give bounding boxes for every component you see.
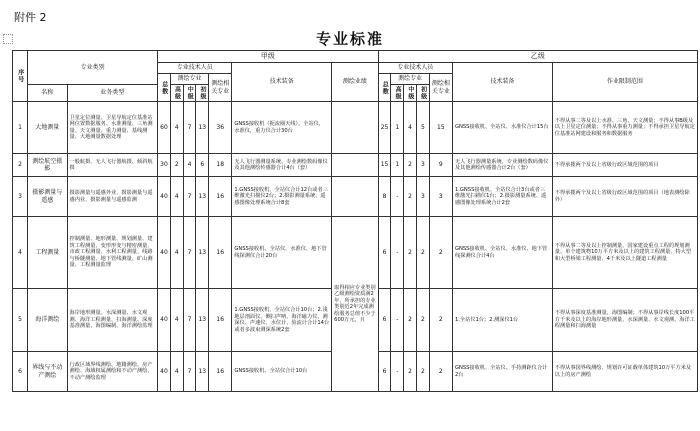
row-a-middle: 7 <box>183 102 196 154</box>
b-related-header: 测绘相关专业 <box>429 74 452 102</box>
attachment-label: 附件 2 <box>14 11 47 24</box>
row-a-equipment: 无人飞行器测量系统、专业测绘数码像仪及其他测绘传感器合计4台（套） <box>232 154 332 177</box>
row-a-related: 16 <box>209 352 232 392</box>
achievement-cell: 取得相应专业类别乙级测绘资质满2年，所承担的专业类别近2年完成测绘服务总值不少于600万元，且 <box>332 217 379 392</box>
row-achievement <box>332 177 379 217</box>
table-row <box>13 177 698 217</box>
row-a-total: 40 <box>158 289 171 352</box>
row-a-related: 18 <box>209 154 232 177</box>
row-name: 工程测量 <box>28 217 67 289</box>
row-b-equipment: 1.全站仪1台；2.测深仪1台 <box>452 289 552 352</box>
achievement-header: 测绘业绩 <box>332 63 379 102</box>
row-seq: 3 <box>13 177 28 217</box>
row-b-middle: 2 <box>404 352 417 392</box>
row-b-middle: 2 <box>404 154 417 177</box>
row-a-senior: 4 <box>170 217 183 289</box>
row-b-total: 6 <box>378 289 391 352</box>
row-b-total: 8 <box>378 177 391 217</box>
row-business: 一般航摄、无人飞行器航摄、倾斜航摄 <box>67 154 158 177</box>
row-a-middle: 7 <box>183 289 196 352</box>
row-seq: 1 <box>13 102 28 154</box>
row-a-junior: 13 <box>196 102 209 154</box>
b-senior-header: 高级 <box>391 85 404 102</box>
row-b-middle: 2 <box>404 177 417 217</box>
row-b-senior: - <box>391 217 404 289</box>
row-b-equipment: 无人飞行器测量系统、专业测绘数码像仪及其他测绘传感器合计2台（套） <box>452 154 552 177</box>
row-b-total: 15 <box>378 154 391 177</box>
row-business: 行政区域界线测绘、地籍测绘、房产测绘、海域权属测绘和不动产测绘、不动产测绘监理 <box>67 352 158 392</box>
row-b-middle: 2 <box>404 289 417 352</box>
row-a-total: 30 <box>158 154 171 177</box>
page-title: 专业标准 <box>315 30 384 48</box>
row-a-equipment: GNSS接收机、全站仪、水准仪、地下管线探测仪合计20台 <box>232 217 332 289</box>
col-name-header: 名称 <box>28 85 67 102</box>
row-b-junior: 5 <box>416 102 429 154</box>
row-a-related: 16 <box>209 177 232 217</box>
row-b-scope: 不得从事二等及以上水准、三角、天文测量；不得从事B级及以上卫星定位测量；不得从事重力测量；不得承担卫星导航定位基准站网建设和服务和数据服务 <box>552 102 697 154</box>
row-a-total: 40 <box>158 177 171 217</box>
b-equipment-header: 技术装备 <box>452 63 552 102</box>
row-a-middle: 7 <box>183 217 196 289</box>
a-junior-header: 初级 <box>196 85 209 102</box>
row-name: 界线与不动产测绘 <box>28 352 67 392</box>
row-a-middle: 7 <box>183 352 196 392</box>
b-total-header: 总数 <box>378 74 391 102</box>
row-a-junior: 13 <box>196 289 209 352</box>
a-staff-header: 专业技术人员 <box>158 63 232 74</box>
row-b-scope: 不得从事深度基准测量、海图编制；不得从事岸线长度100平方千米及以上的海岸地形测量、水深测量、水文观测、海洋工程测量和扫海测量 <box>552 289 697 352</box>
table-body <box>13 102 698 392</box>
row-b-total: 25 <box>378 102 391 154</box>
b-survey-major-header: 测绘专业 <box>391 74 429 85</box>
row-a-senior: 4 <box>170 289 183 352</box>
row-a-total: 40 <box>158 352 171 392</box>
row-b-junior: 2 <box>416 217 429 289</box>
col-business-header: 业务类型 <box>67 85 158 102</box>
row-a-junior: 13 <box>196 217 209 289</box>
row-b-senior: - <box>391 289 404 352</box>
row-achievement <box>332 154 379 177</box>
table-row <box>13 154 698 177</box>
grade-a-header: 甲级 <box>158 51 379 63</box>
col-seq-header: 序号 <box>13 51 28 102</box>
row-b-equipment: GNSS接收机、全站仪、手持测距仪合计2台 <box>452 352 552 392</box>
row-a-related: 36 <box>209 102 232 154</box>
row-business: 卫星定位测量、卫星导航定位基准站网位置数据服务、水准测量、三角测量、天文测量、重力测量、基线测量、大地测量数据处理 <box>67 102 158 154</box>
a-related-header: 测绘相关专业 <box>209 74 232 102</box>
a-total-header: 总数 <box>158 74 171 102</box>
row-b-scope: 不得承揽两个及以上省级行政区域范围的项目 <box>552 154 697 177</box>
b-middle-header: 中级 <box>404 85 417 102</box>
row-b-related: 3 <box>429 177 452 217</box>
row-b-total: 6 <box>378 217 391 289</box>
row-seq: 6 <box>13 352 28 392</box>
col-prof-category-header: 专业类别 <box>28 51 158 85</box>
row-name: 测绘航空摄影 <box>28 154 67 177</box>
row-b-senior: - <box>391 177 404 217</box>
row-b-junior: 3 <box>416 177 429 217</box>
row-a-junior: 6 <box>196 154 209 177</box>
row-b-middle: 2 <box>404 217 417 289</box>
table-row <box>13 102 698 154</box>
scope-header: 作业限制范围 <box>552 63 697 102</box>
row-a-equipment: 1.GNSS接收机、全站仪合计12台或者三维激光扫描仪2台；2.摄影测量系统、遥感图像处理系统合计8套 <box>232 177 332 217</box>
grade-b-header: 乙级 <box>378 51 697 63</box>
row-b-related: 9 <box>429 154 452 177</box>
a-equipment-header: 技术装备 <box>232 63 332 102</box>
row-b-junior: 2 <box>416 289 429 352</box>
row-b-related: 2 <box>429 289 452 352</box>
row-b-equipment: 1.GNSS接收机、全站仪合计3台或者三维激光扫描仪1台；2.摄影测量系统、遥感图像处理系统合计2套 <box>452 177 552 217</box>
row-a-related: 16 <box>209 217 232 289</box>
a-senior-header: 高级 <box>170 85 183 102</box>
row-b-senior: - <box>391 352 404 392</box>
row-name: 海洋测绘 <box>28 289 67 352</box>
row-b-equipment: GNSS接收机、全站仪、水准仪合计15台 <box>452 102 552 154</box>
row-seq: 2 <box>13 154 28 177</box>
row-b-scope: 不得从事二等及以上控制测量、国家建设重点工程的规划测量、单个建筑物10万平方米及以上的建筑工程测量、特大型和大型桥梁工程测量、4千米及以上隧道工程测量 <box>552 217 697 289</box>
b-junior-header: 初级 <box>416 85 429 102</box>
row-b-senior: 1 <box>391 102 404 154</box>
row-b-senior: 1 <box>391 154 404 177</box>
row-a-total: 40 <box>158 217 171 289</box>
row-b-total: 6 <box>378 352 391 392</box>
row-b-equipment: GNSS接收机、全站仪、水准仪、地下管线探测仪合计4台 <box>452 217 552 289</box>
b-staff-header: 专业技术人员 <box>378 63 452 74</box>
row-name: 摄影测量与遥感 <box>28 177 67 217</box>
row-a-senior: 4 <box>170 352 183 392</box>
row-b-related: 2 <box>429 352 452 392</box>
row-b-middle: 4 <box>404 102 417 154</box>
row-seq: 5 <box>13 289 28 352</box>
row-a-equipment: GNSS接收机、全站仪合计10台 <box>232 352 332 392</box>
row-b-junior: 3 <box>416 154 429 177</box>
row-achievement <box>332 102 379 154</box>
row-a-junior: 13 <box>196 352 209 392</box>
row-a-senior: 2 <box>170 154 183 177</box>
row-b-junior: 2 <box>416 352 429 392</box>
row-a-senior: 4 <box>170 102 183 154</box>
row-name: 大地测量 <box>28 102 67 154</box>
row-a-junior: 13 <box>196 177 209 217</box>
table-row <box>13 217 698 289</box>
row-a-middle: 7 <box>183 177 196 217</box>
row-b-scope: 不得从事国界线测绘、规划许可证载单体建筑10万平方米及以上的房产测绘 <box>552 352 697 392</box>
a-survey-major-header: 测绘专业 <box>170 74 208 85</box>
row-a-related: 16 <box>209 289 232 352</box>
row-b-related: 15 <box>429 102 452 154</box>
row-seq: 4 <box>13 217 28 289</box>
standards-table <box>12 50 698 392</box>
row-a-middle: 4 <box>183 154 196 177</box>
row-a-equipment: GNSS接收机（扼流圈天线），全站仪，水准仪，重力仪合计30台 <box>232 102 332 154</box>
row-a-equipment: 1.GNSS接收机、全站仪合计10台；2.浅地层剖面仪、侧扫声呐、海洋磁力仪、测深仪、声速仪、水位计、验流计合计14台或者多波束测深系统2套 <box>232 289 332 352</box>
row-b-scope: 不得承揽两个及以上省级行政区域范围的项目（地表测绘除外） <box>552 177 697 217</box>
row-b-related: 2 <box>429 217 452 289</box>
row-business: 海岸地形测量、水深测量、水文观测、海洋工程测量、扫海测量、深度基准测量、海图编制、海洋测绘监理 <box>67 289 158 352</box>
row-business: 摄影测量与遥感外业、摄影测量与遥感内业、摄影测量与遥感监测 <box>67 177 158 217</box>
row-a-senior: 4 <box>170 177 183 217</box>
row-a-total: 60 <box>158 102 171 154</box>
a-middle-header: 中级 <box>183 85 196 102</box>
row-business: 控制测量、地形测量、规划测量、建筑工程测量、变形形变与精密测量、市政工程测量、水利工程测量、线路与桥隧测量、地下管线测量、矿山测量、工程测量监理 <box>67 217 158 289</box>
